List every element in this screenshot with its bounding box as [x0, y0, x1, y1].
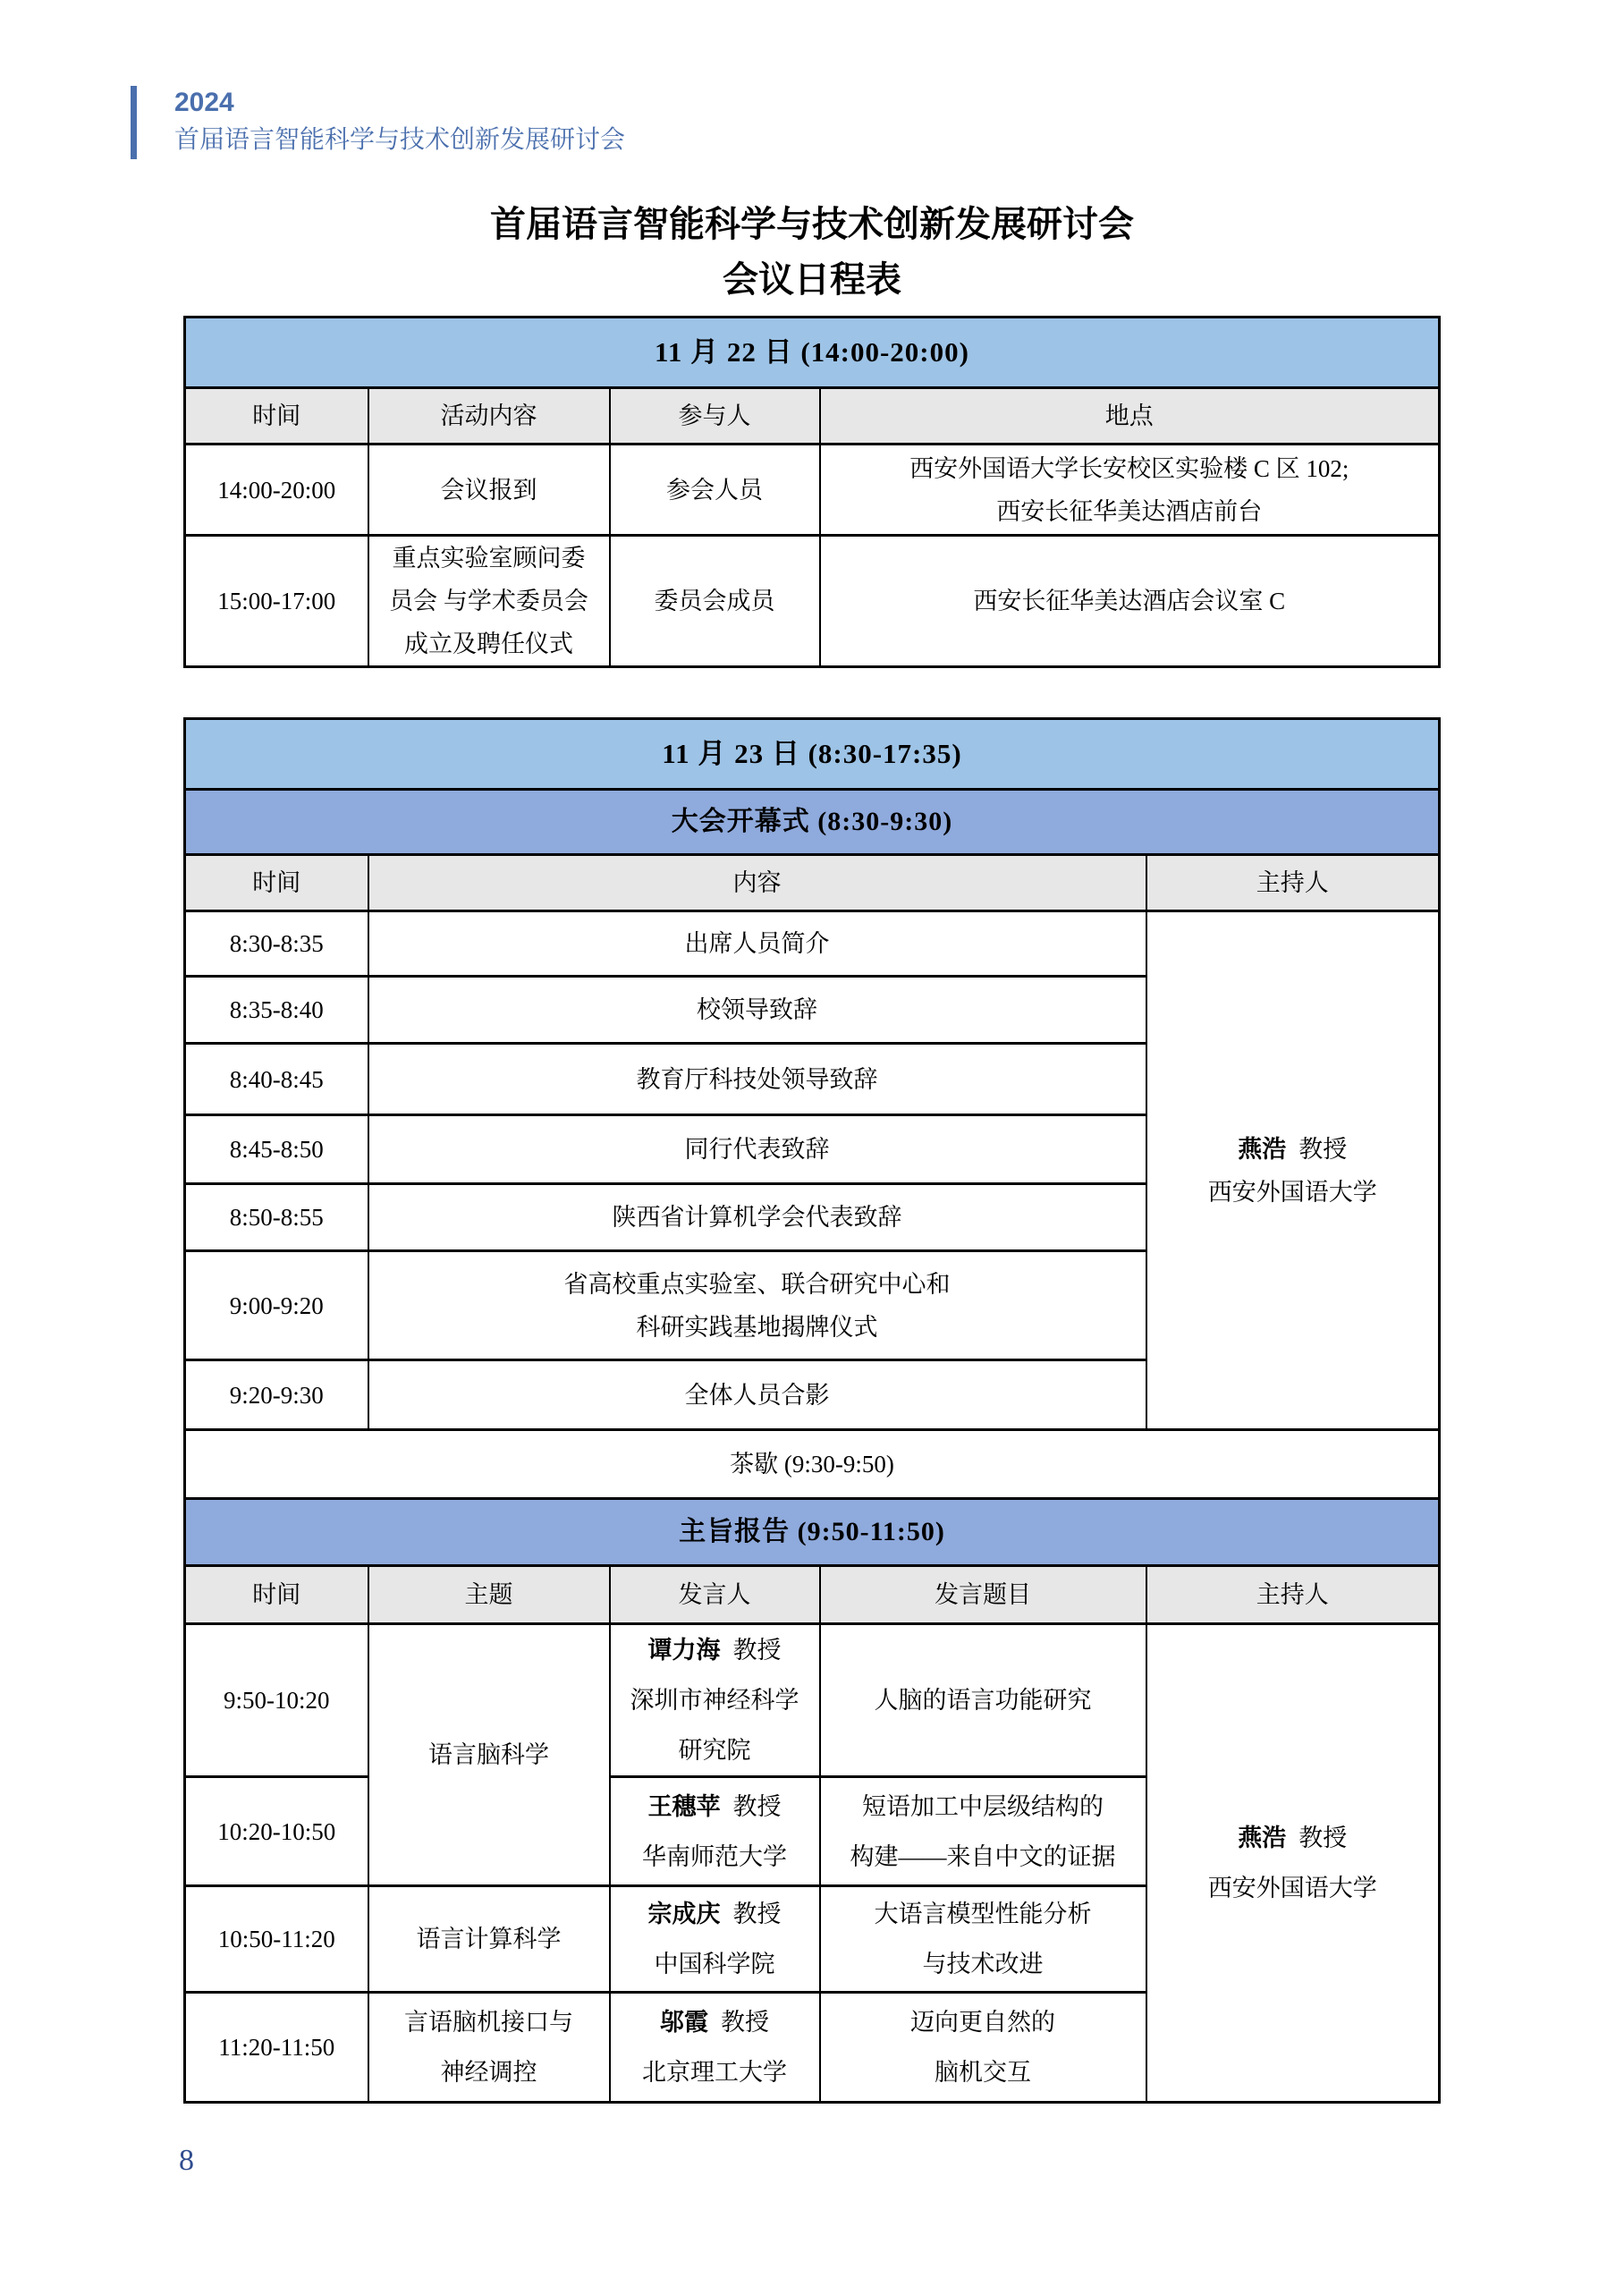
- keynote-band-row: [185, 1499, 1440, 1566]
- talk-title-cell: [820, 1993, 1146, 2103]
- speaker-name: 谭力海: [647, 1637, 721, 1664]
- topic-line: 神经调控: [440, 2059, 537, 2086]
- col-header-talk-title: 发言题目: [820, 1566, 1146, 1624]
- col-header-host: 主持人: [1146, 1566, 1440, 1624]
- speaker-cell: [610, 1886, 820, 1993]
- activity-cell: [368, 536, 610, 667]
- location-cell: [820, 445, 1440, 536]
- speaker-name: 邬霞: [660, 2009, 708, 2036]
- time-cell: 8:35-8:40: [185, 977, 368, 1044]
- page-subtitle: 会议日程表: [723, 259, 901, 300]
- time-cell: 11:20-11:50: [185, 1993, 368, 2103]
- document-header: [131, 86, 625, 159]
- location-line: 西安外国语大学长安校区实验楼 C 区 102;: [909, 454, 1349, 482]
- talk-title-cell: 人脑的语言功能研究: [820, 1624, 1146, 1777]
- header-year: 2024: [174, 88, 234, 117]
- talk-title-line: 脑机交互: [935, 2059, 1031, 2086]
- time-cell: 8:30-8:35: [185, 911, 368, 977]
- speaker-title: 教授: [721, 2009, 769, 2036]
- day1-band-title: 11 月 22 日 (14:00-20:00): [185, 318, 1440, 388]
- host-affiliation: 西安外国语大学: [1207, 1178, 1377, 1206]
- topic-cell: [368, 1993, 610, 2103]
- talk-title-line: 构建——来自中文的证据: [850, 1842, 1116, 1870]
- time-cell: 9:50-10:20: [185, 1624, 368, 1777]
- topic-cell: 语言计算科学: [368, 1886, 610, 1993]
- table-row: [185, 536, 1440, 667]
- col-header-time: 时间: [185, 388, 368, 445]
- content-cell: 同行代表致辞: [368, 1115, 1146, 1184]
- opening-band-row: [185, 790, 1440, 855]
- host-affiliation: 西安外国语大学: [1207, 1875, 1377, 1901]
- topic-line: 言语脑机接口与: [404, 2009, 573, 2036]
- speaker-title: 教授: [732, 1637, 782, 1664]
- speaker-name: 王穗苹: [647, 1792, 721, 1820]
- speaker-name: 宗成庆: [647, 1901, 721, 1927]
- col-header-speaker: 发言人: [610, 1566, 820, 1624]
- schedule-table-day1: [183, 316, 1441, 668]
- content-cell: 全体人员合影: [368, 1360, 1146, 1430]
- speaker-affiliation-line: 研究院: [678, 1737, 751, 1764]
- day1-header-row: [185, 388, 1440, 445]
- time-cell: 8:40-8:45: [185, 1044, 368, 1115]
- talk-title-cell: [820, 1886, 1146, 1993]
- activity-line: 员会 与学术委员会: [389, 588, 588, 614]
- content-cell: 教育厅科技处领导致辞: [368, 1044, 1146, 1115]
- table-row: [185, 445, 1440, 536]
- talk-title-line: 大语言模型性能分析: [874, 1901, 1092, 1927]
- tea-break-cell: 茶歇 (9:30-9:50): [185, 1430, 1440, 1499]
- col-header-participants: 参与人: [610, 388, 820, 445]
- content-cell: 校领导致辞: [368, 977, 1146, 1044]
- opening-band-title: 大会开幕式 (8:30-9:30): [185, 790, 1440, 855]
- participants-cell: 委员会成员: [610, 536, 820, 667]
- activity-cell: 会议报到: [368, 445, 610, 536]
- time-cell: 9:20-9:30: [185, 1360, 368, 1430]
- time-cell: 8:50-8:55: [185, 1184, 368, 1251]
- speaker-title: 教授: [732, 1901, 782, 1927]
- col-header-activity: 活动内容: [368, 388, 610, 445]
- speaker-name-line: [616, 1889, 814, 1939]
- host-title: 教授: [1298, 1825, 1348, 1851]
- content-cell: 出席人员简介: [368, 911, 1146, 977]
- content-cell: [368, 1251, 1146, 1360]
- day2-band-title: 11 月 23 日 (8:30-17:35): [185, 719, 1440, 790]
- page-number: 8: [179, 2144, 194, 2177]
- activity-line: 成立及聘任仪式: [404, 631, 573, 657]
- header-conference-name: 首届语言智能科学与技术创新发展研讨会: [174, 125, 626, 153]
- speaker-title: 教授: [732, 1792, 782, 1820]
- host-name-line: [1153, 1128, 1434, 1171]
- time-cell: 15:00-17:00: [185, 536, 368, 667]
- opening-header-row: [185, 855, 1440, 911]
- time-cell: 9:00-9:20: [185, 1251, 368, 1360]
- speaker-name-line: [616, 1782, 814, 1832]
- content-line: 省高校重点实验室、联合研究中心和: [563, 1270, 951, 1298]
- schedule-table-day2: [183, 717, 1441, 2104]
- keynote-header-row: [185, 1566, 1440, 1624]
- speaker-affiliation-line: 北京理工大学: [642, 2059, 787, 2086]
- location-cell: 西安长征华美达酒店会议室 C: [820, 536, 1440, 667]
- talk-title-line: 与技术改进: [922, 1951, 1044, 1977]
- col-header-content: 内容: [368, 855, 1146, 911]
- time-cell: 8:45-8:50: [185, 1115, 368, 1184]
- col-header-location: 地点: [820, 388, 1440, 445]
- col-header-host: 主持人: [1146, 855, 1440, 911]
- time-cell: 10:50-11:20: [185, 1886, 368, 1993]
- col-header-time: 时间: [185, 1566, 368, 1624]
- speaker-cell: [610, 1777, 820, 1886]
- talk-title-cell: [820, 1777, 1146, 1886]
- talk-title-line: 短语加工中层级结构的: [862, 1792, 1104, 1820]
- col-header-time: 时间: [185, 855, 368, 911]
- speaker-name-line: [616, 1997, 814, 2047]
- activity-line: 重点实验室顾问委: [392, 545, 586, 572]
- talk-title-line: 迈向更自然的: [910, 2009, 1055, 2036]
- topic-cell: 语言脑科学: [368, 1624, 610, 1886]
- table-row: [185, 1624, 1440, 1777]
- host-name: 燕浩: [1238, 1825, 1287, 1851]
- col-header-topic: 主题: [368, 1566, 610, 1624]
- host-cell: [1146, 911, 1440, 1430]
- time-cell: 10:20-10:50: [185, 1777, 368, 1886]
- host-title: 教授: [1298, 1135, 1348, 1163]
- table-row: [185, 911, 1440, 977]
- speaker-name-line: [616, 1625, 814, 1675]
- header-accent-bar: [131, 86, 137, 159]
- host-cell: [1146, 1624, 1440, 2103]
- day1-band-row: [185, 318, 1440, 388]
- location-line: 西安长征华美达酒店前台: [996, 497, 1263, 525]
- host-name-line: [1153, 1813, 1434, 1863]
- keynote-band-title: 主旨报告 (9:50-11:50): [185, 1499, 1440, 1566]
- content-cell: 陕西省计算机学会代表致辞: [368, 1184, 1146, 1251]
- host-name: 燕浩: [1238, 1135, 1287, 1163]
- content-line: 科研实践基地揭牌仪式: [636, 1313, 878, 1341]
- time-cell: 14:00-20:00: [185, 445, 368, 536]
- day2-band-row: [185, 719, 1440, 790]
- tea-break-row: [185, 1430, 1440, 1499]
- header-text: [174, 86, 625, 159]
- speaker-affiliation-line: 华南师范大学: [642, 1842, 787, 1870]
- speaker-cell: [610, 1993, 820, 2103]
- speaker-cell: [610, 1624, 820, 1777]
- participants-cell: 参会人员: [610, 445, 820, 536]
- speaker-affiliation-line: 深圳市神经科学: [630, 1687, 799, 1714]
- page-title: 首届语言智能科学与技术创新发展研讨会: [490, 204, 1134, 244]
- speaker-affiliation-line: 中国科学院: [654, 1951, 775, 1977]
